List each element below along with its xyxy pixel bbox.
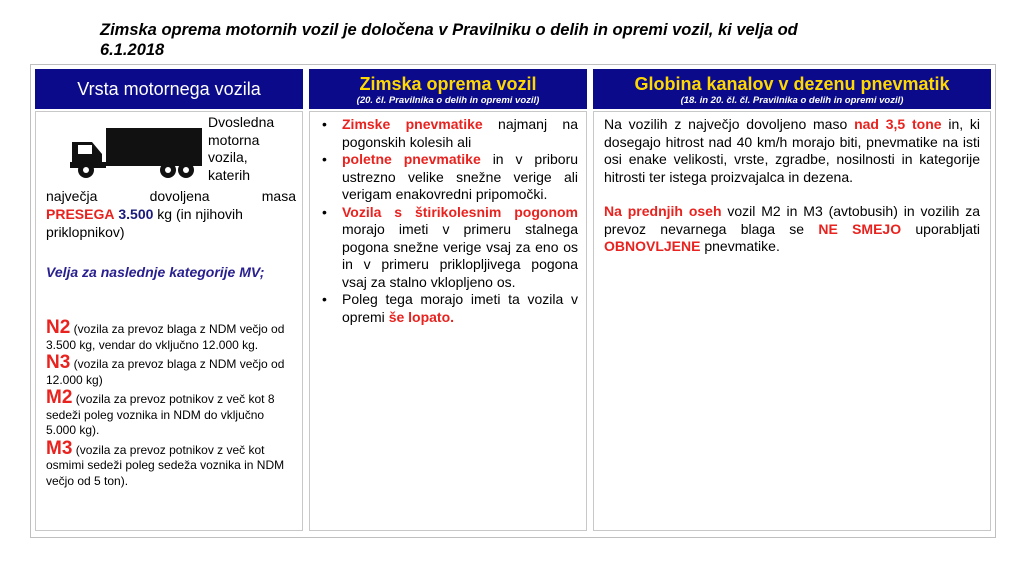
- winter-equipment-cell: [309, 111, 587, 531]
- equipment-list: [314, 116, 578, 326]
- page-title: Zimska oprema motornih vozil je določena v Pravilniku o delih in opremi vozil, ki velja od 6.1.2018: [100, 21, 798, 59]
- category-n3: N3 (vozila za prevoz blaga z NDM večjo od 12.000 kg): [46, 352, 285, 387]
- list-item: • Zimske pnevmatike najmanj na pogonskih kolesih ali: [314, 116, 578, 151]
- mass-limit: PRESEGA 3.500 kg (in njihovih priklopnikov): [46, 206, 243, 240]
- category-m3: M3 (vozila za prevoz potnikov z več kot osmimi sedeži poleg sedeža voznika in NDM večjo od 5 ton).: [46, 437, 285, 488]
- applies-to: Velja za naslednje kategorije MV;: [46, 264, 265, 280]
- header-tread-depth: Globina kanalov v dezenu pnevmatik (18. in 20. čl. čl. Pravilnika o delih in opremi vozil): [593, 69, 991, 109]
- rules-table: [30, 64, 996, 538]
- header-vehicle-type: Vrsta motornega vozila: [35, 69, 303, 109]
- vehicle-type-cell: Dvosledna motorna vozila, katerih največja dovoljena masa PRESEGA 3.500 kg (in njihovih priklopnikov) Velja za naslednje kategorije MV; N2 (vozila za prevoz blaga z NDM večjo od 3.500 kg, vendar do vključno 12.000 kg. N3 (vozila za prevoz blaga z NDM večjo od 12.000 kg) M2 (vozila za prevoz potnikov z več kot 8 sedeži poleg voznika in NDM do vključno 5.000 kg). M3 (vozila za prevoz potnikov z več kot osmimi sedeži poleg sedeža voznika in NDM večjo od 5 ton).: [35, 111, 303, 531]
- tread-depth-cell: [593, 111, 991, 531]
- category-list: [46, 317, 296, 489]
- retread-rule-paragraph: Na prednjih oseh vozil M2 in M3 (avtobusih) in vozilih za prevoz nevarnega blaga se NE SMEJO uporabljati OBNOVLJENE pnevmatike.: [604, 203, 981, 254]
- vehicle-intro: Dvosledna motorna vozila, katerih: [208, 114, 275, 183]
- list-item: • poletne pnevmatike in v priboru ustrezno velike snežne verige ali verigam enakovredni pripomočki.: [314, 151, 578, 204]
- category-n2: N2 (vozila za prevoz blaga z NDM večjo od 3.500 kg, vendar do vključno 12.000 kg.: [46, 317, 285, 352]
- tyre-rule-paragraph: Na vozilih z največjo dovoljeno maso nad 3,5 tone in, ki dosegajo hitrost nad 40 km/h morajo biti, pnevmatike na isti osi enake velikosti, vrste, zgradbe, nosilnosti in kategorije hitrosti ter istega proizvajalca in dezena.: [604, 116, 981, 185]
- category-m2: M2 (vozila za prevoz potnikov z več kot 8 sedeži poleg voznika in NDM do vključno 5.000 kg).: [46, 387, 275, 437]
- list-item: • Vozila s štirikolesnim pogonom morajo imeti v primeru stalnega pogona snežne verige vsaj za eno os in v primeru priklopljivega pogona vsaj za stalno vklopljeno os.: [314, 204, 578, 292]
- header-winter-equipment: Zimska oprema vozil (20. čl. Pravilnika o delih in opremi vozil): [309, 69, 587, 109]
- list-item: • Poleg tega morajo imeti ta vozila v opremi še lopato.: [314, 291, 578, 326]
- truck-icon: [68, 126, 204, 180]
